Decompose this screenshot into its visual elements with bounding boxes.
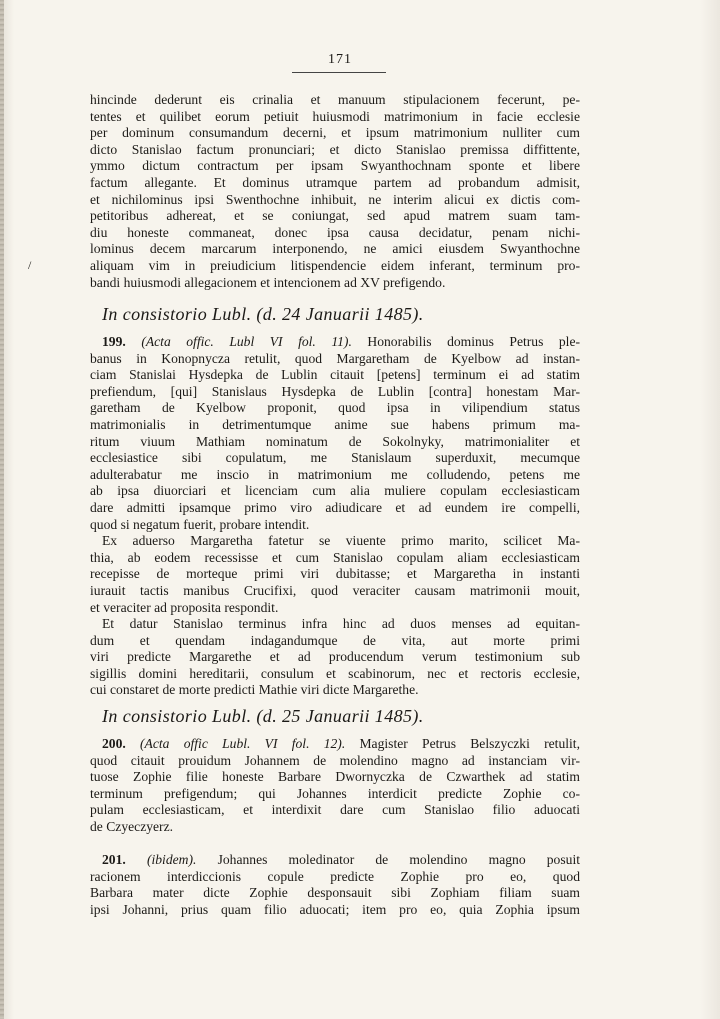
text-line: et veraciter ad proposita respondit. bbox=[90, 599, 279, 615]
text-line: ciam Stanislai Hysdepka de Lublin citauit [petens] terminum ei ad statim bbox=[90, 367, 580, 383]
text-line: ipsi Johanni, prius quam filio aduocati; item pro eo, quia Zophia ipsum bbox=[90, 901, 580, 917]
text-line: ecclesiastice sibi copulatum, me Stanislaum superduxit, mecumque bbox=[90, 450, 580, 466]
text-line: ab ipsa diuorciari et licenciam cum alia muliere copulam ecclesiasticam bbox=[90, 483, 580, 499]
entry-number: 201. bbox=[102, 852, 126, 867]
entry-first-line bbox=[90, 852, 580, 869]
text-line: tuose Zophie filie honeste Barbare Dwornyczka de Czwarthek ad statim bbox=[90, 769, 580, 785]
text-line: aliquam vim in preiudicium litispendencie eidem inferant, terminum pro- bbox=[90, 257, 580, 273]
text-line: petitoribus adhereat, et se coniungat, sed apud matrem suam tam- bbox=[90, 208, 580, 224]
text-line: viri predicte Margarethe et ad producendum verum testimonium sub bbox=[90, 649, 580, 665]
entry-source: (Acta offic. Lubl VI fol. 11). bbox=[141, 334, 352, 349]
text-line: de Czyeczyerz. bbox=[90, 818, 174, 834]
page-number-rule bbox=[292, 72, 386, 73]
text-line: iurauit tactis manibus Crucifixi, quod veraciter causam matrimonii mouit, bbox=[90, 582, 580, 598]
text-line: Honorabilis dominus Petrus ple- bbox=[367, 334, 580, 349]
text-line: pulam ecclesiasticam, et interdixit dare cum Stanislao filio aduocati bbox=[90, 802, 580, 818]
text-line: dare admitti ipsamque primo viro adiudicare et ad eundem ire compelli, bbox=[90, 499, 580, 515]
entry-199 bbox=[90, 334, 580, 699]
entry-first-line bbox=[90, 736, 580, 753]
entry-number: 199. bbox=[102, 334, 126, 349]
text-line: factum allegante. Et dominus utramque partem ad probandum admisit, bbox=[90, 174, 580, 190]
text-line: lominus decem marcarum interponendo, ne amici eiusdem Swyanthochne bbox=[90, 241, 580, 257]
text-line: terminum prefigendum; qui Johannes interdicit predicte Zophie co- bbox=[90, 785, 580, 801]
section-heading: In consistorio Lubl. (d. 25 Januarii 1485). bbox=[102, 706, 424, 726]
text-line: et nichilominus ipsi Swenthochne inhibuit, ne interim alicui ex dictis com- bbox=[90, 191, 580, 207]
text-line: per dominum consumandum decerni, et ipsum matrimonium nulliter cum bbox=[90, 125, 580, 141]
section-heading: In consistorio Lubl. (d. 24 Januarii 1485). bbox=[102, 304, 424, 324]
text-line: racionem interdiccionis copule predicte Zophie pro eo, quod bbox=[90, 868, 580, 884]
text-line: prefiendum, [qui] Stanislaus Hysdepka de Lublin [contra] honestam Mar- bbox=[90, 383, 580, 399]
text-line: recepisse de morteque primi viri dubitasse; et Margaretha in instanti bbox=[90, 566, 580, 582]
text-line: bandi huiusmodi allegacionem et intencionem ad XV prefigendo. bbox=[90, 274, 446, 290]
page-binding-edge bbox=[0, 0, 4, 1019]
text-line: banus in Konopnycza retulit, quod Margaretham de Kyelbow ad instan- bbox=[90, 350, 580, 366]
text-line: Et datur Stanislao terminus infra hinc ad duos menses ad equitan- bbox=[102, 616, 580, 632]
entry-first-line bbox=[90, 334, 580, 351]
text-line: Johannes moledinator de molendino magno posuit bbox=[217, 852, 580, 867]
text-line: cui constaret de morte predicti Mathie viri dicte Margarethe. bbox=[90, 682, 419, 698]
text-line: hincinde dederunt eis crinalia et manuum stipulacionem fecerunt, pe- bbox=[90, 92, 580, 107]
text-line: diu honeste commaneat, donec ipsa causa decidatur, penam nichi- bbox=[90, 224, 580, 240]
text-line: matrimonialis in detrimentumque anime sue habens primum ma- bbox=[90, 416, 580, 432]
entry-200 bbox=[90, 736, 580, 836]
text-line: garetham de Kyelbow proponit, quod ipsa in vilipendium status bbox=[90, 400, 580, 416]
entry-source: (Acta offic Lubl. VI fol. 12). bbox=[140, 736, 346, 751]
text-line: thia, ab eodem recessisse et cum Stanislao copulam aliam ecclesiasticam bbox=[90, 549, 580, 565]
text-line: adulterabatur me inscio in matrimonium me colludendo, petens me bbox=[90, 466, 580, 482]
text-line: quod citauit prouidum Johannem de molendino magno ad instanciam vir- bbox=[90, 752, 580, 768]
text-line: ymmo dictum contractum per ipsam Swyanthochnam sponte et libere bbox=[90, 158, 580, 174]
text-line: sigillis domini hereditarii, consulum et scabinorum, nec et rectoris ecclesie, bbox=[90, 665, 580, 681]
text-line: Ex aduerso Margaretha fatetur se viuente primo marito, scilicet Ma- bbox=[102, 533, 580, 549]
margin-mark: / bbox=[28, 258, 32, 272]
text-line: dicto Stanislao factum pronunciari; et dicto Stanislao premissa diffittente, bbox=[90, 141, 580, 157]
text-line: ritum viuum Mathiam nominatum de Sokolnyky, matrimonialiter et bbox=[90, 433, 580, 449]
entry-source: (ibidem). bbox=[146, 852, 197, 867]
entry-201 bbox=[90, 852, 580, 918]
text-line: dum et quendam indagandumque de vita, aut morte primi bbox=[90, 632, 580, 648]
page-number: 171 bbox=[328, 52, 352, 67]
text-line: Magister Petrus Belszyczki retulit, bbox=[359, 736, 580, 751]
intro-paragraph bbox=[90, 92, 580, 291]
text-line: Barbara mater dicte Zophie desponsauit sibi Zophiam filiam suam bbox=[90, 885, 580, 901]
text-line: quod si negatum fuerit, probare intendit. bbox=[90, 516, 310, 532]
text-line: tentes et quilibet eorum petiuit huiusmodi matrimonium in facie ecclesie bbox=[90, 108, 580, 124]
entry-number: 200. bbox=[102, 736, 126, 751]
